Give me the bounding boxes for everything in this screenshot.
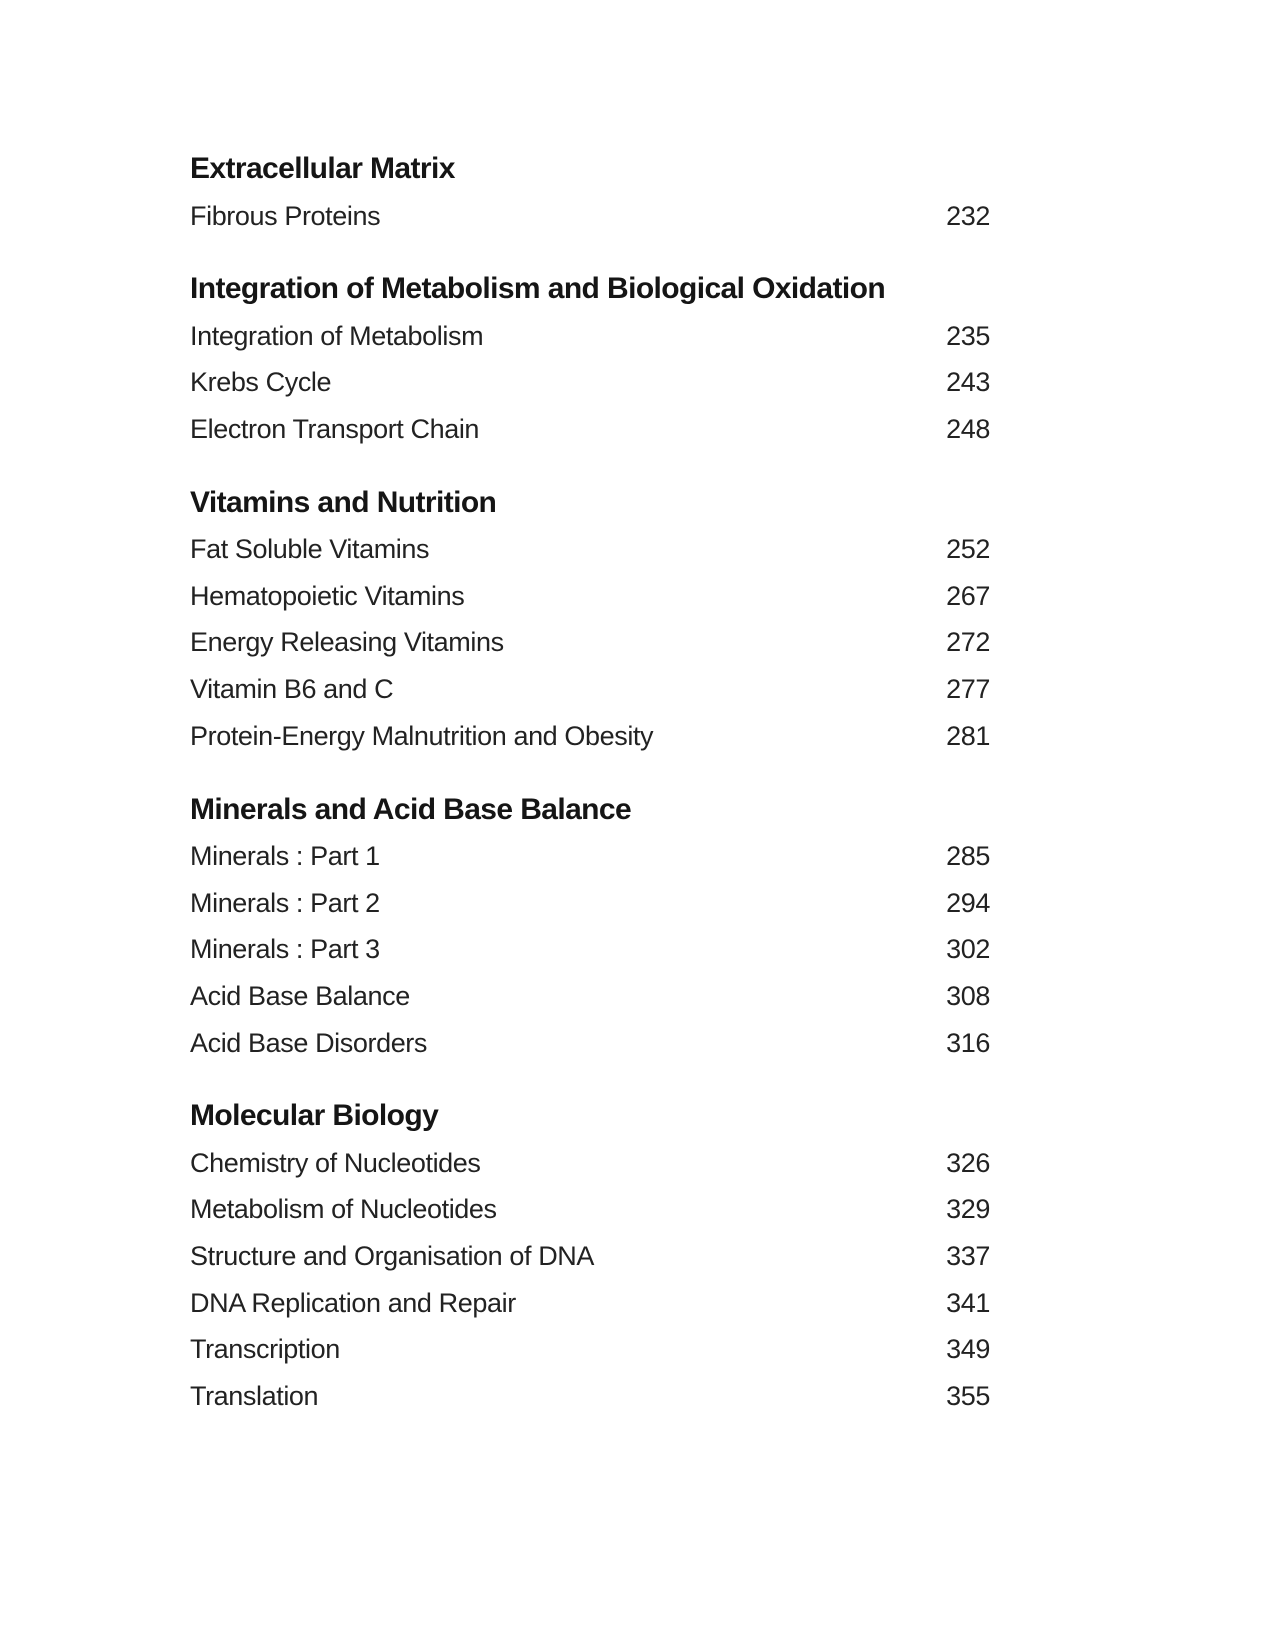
- toc-entry: [190, 973, 990, 1020]
- entry-title: Transcription: [190, 1334, 340, 1365]
- toc-entry: [190, 1327, 990, 1374]
- entry-title: Minerals : Part 2: [190, 887, 380, 918]
- entry-page-number: 232: [946, 200, 990, 231]
- entry-title: Vitamin B6 and C: [190, 674, 394, 705]
- entry-page-number: 329: [946, 1194, 990, 1225]
- entry-page-number: 243: [946, 367, 990, 398]
- section-heading: Vitamins and Nutrition: [190, 485, 497, 519]
- entry-page-number: 252: [946, 534, 990, 565]
- entry-title: Krebs Cycle: [190, 367, 332, 398]
- entry-page-number: 308: [946, 980, 990, 1011]
- toc-section: [190, 1093, 990, 1420]
- toc-entry: [190, 620, 990, 667]
- entry-title: Hematopoietic Vitamins: [190, 580, 465, 611]
- section-heading: Minerals and Acid Base Balance: [190, 792, 632, 826]
- section-heading: Extracellular Matrix: [190, 152, 455, 186]
- entry-title: Energy Releasing Vitamins: [190, 627, 504, 658]
- entry-title: Acid Base Balance: [190, 980, 410, 1011]
- toc-entry: [190, 1187, 990, 1234]
- entry-page-number: 248: [946, 413, 990, 444]
- entry-page-number: 267: [946, 580, 990, 611]
- table-of-contents: [190, 146, 990, 1420]
- toc-entry: [190, 313, 990, 360]
- entry-page-number: 349: [946, 1334, 990, 1365]
- entry-page-number: 355: [946, 1381, 990, 1412]
- entry-page-number: 341: [946, 1287, 990, 1318]
- entry-title: Fibrous Proteins: [190, 200, 381, 231]
- entry-page-number: 272: [946, 627, 990, 658]
- section-heading: Integration of Metabolism and Biological Oxidation: [190, 272, 886, 306]
- entry-title: Fat Soluble Vitamins: [190, 534, 430, 565]
- toc-entry: [190, 573, 990, 620]
- toc-entry: [190, 359, 990, 406]
- entry-title: Chemistry of Nucleotides: [190, 1147, 481, 1178]
- toc-entry: [190, 1373, 990, 1420]
- entry-page-number: 294: [946, 887, 990, 918]
- entry-title: Structure and Organisation of DNA: [190, 1241, 595, 1272]
- entry-page-number: 302: [946, 934, 990, 965]
- toc-section: [190, 146, 990, 239]
- entry-page-number: 285: [946, 840, 990, 871]
- entry-title: Metabolism of Nucleotides: [190, 1194, 497, 1225]
- toc-entry: [190, 1020, 990, 1067]
- entry-title: Minerals : Part 3: [190, 934, 380, 965]
- entry-title: Integration of Metabolism: [190, 320, 484, 351]
- toc-entry: [190, 1140, 990, 1187]
- entry-title: DNA Replication and Repair: [190, 1287, 516, 1318]
- toc-section: [190, 266, 990, 453]
- entry-title: Translation: [190, 1381, 319, 1412]
- toc-entry: [190, 713, 990, 760]
- toc-entry: [190, 833, 990, 880]
- entry-title: Acid Base Disorders: [190, 1027, 427, 1058]
- entry-page-number: 281: [946, 720, 990, 751]
- toc-entry: [190, 926, 990, 973]
- toc-entry: [190, 406, 990, 453]
- entry-title: Protein-Energy Malnutrition and Obesity: [190, 720, 654, 751]
- entry-page-number: 326: [946, 1147, 990, 1178]
- toc-entry: [190, 666, 990, 713]
- entry-title: Electron Transport Chain: [190, 413, 480, 444]
- entry-page-number: 277: [946, 674, 990, 705]
- toc-entry: [190, 1233, 990, 1280]
- toc-entry: [190, 1280, 990, 1327]
- entry-page-number: 337: [946, 1241, 990, 1272]
- toc-entry: [190, 880, 990, 927]
- toc-entry: [190, 526, 990, 573]
- entry-page-number: 235: [946, 320, 990, 351]
- entry-page-number: 316: [946, 1027, 990, 1058]
- toc-entry: [190, 193, 990, 240]
- toc-section: [190, 786, 990, 1066]
- entry-title: Minerals : Part 1: [190, 840, 380, 871]
- toc-section: [190, 480, 990, 760]
- section-heading: Molecular Biology: [190, 1099, 439, 1133]
